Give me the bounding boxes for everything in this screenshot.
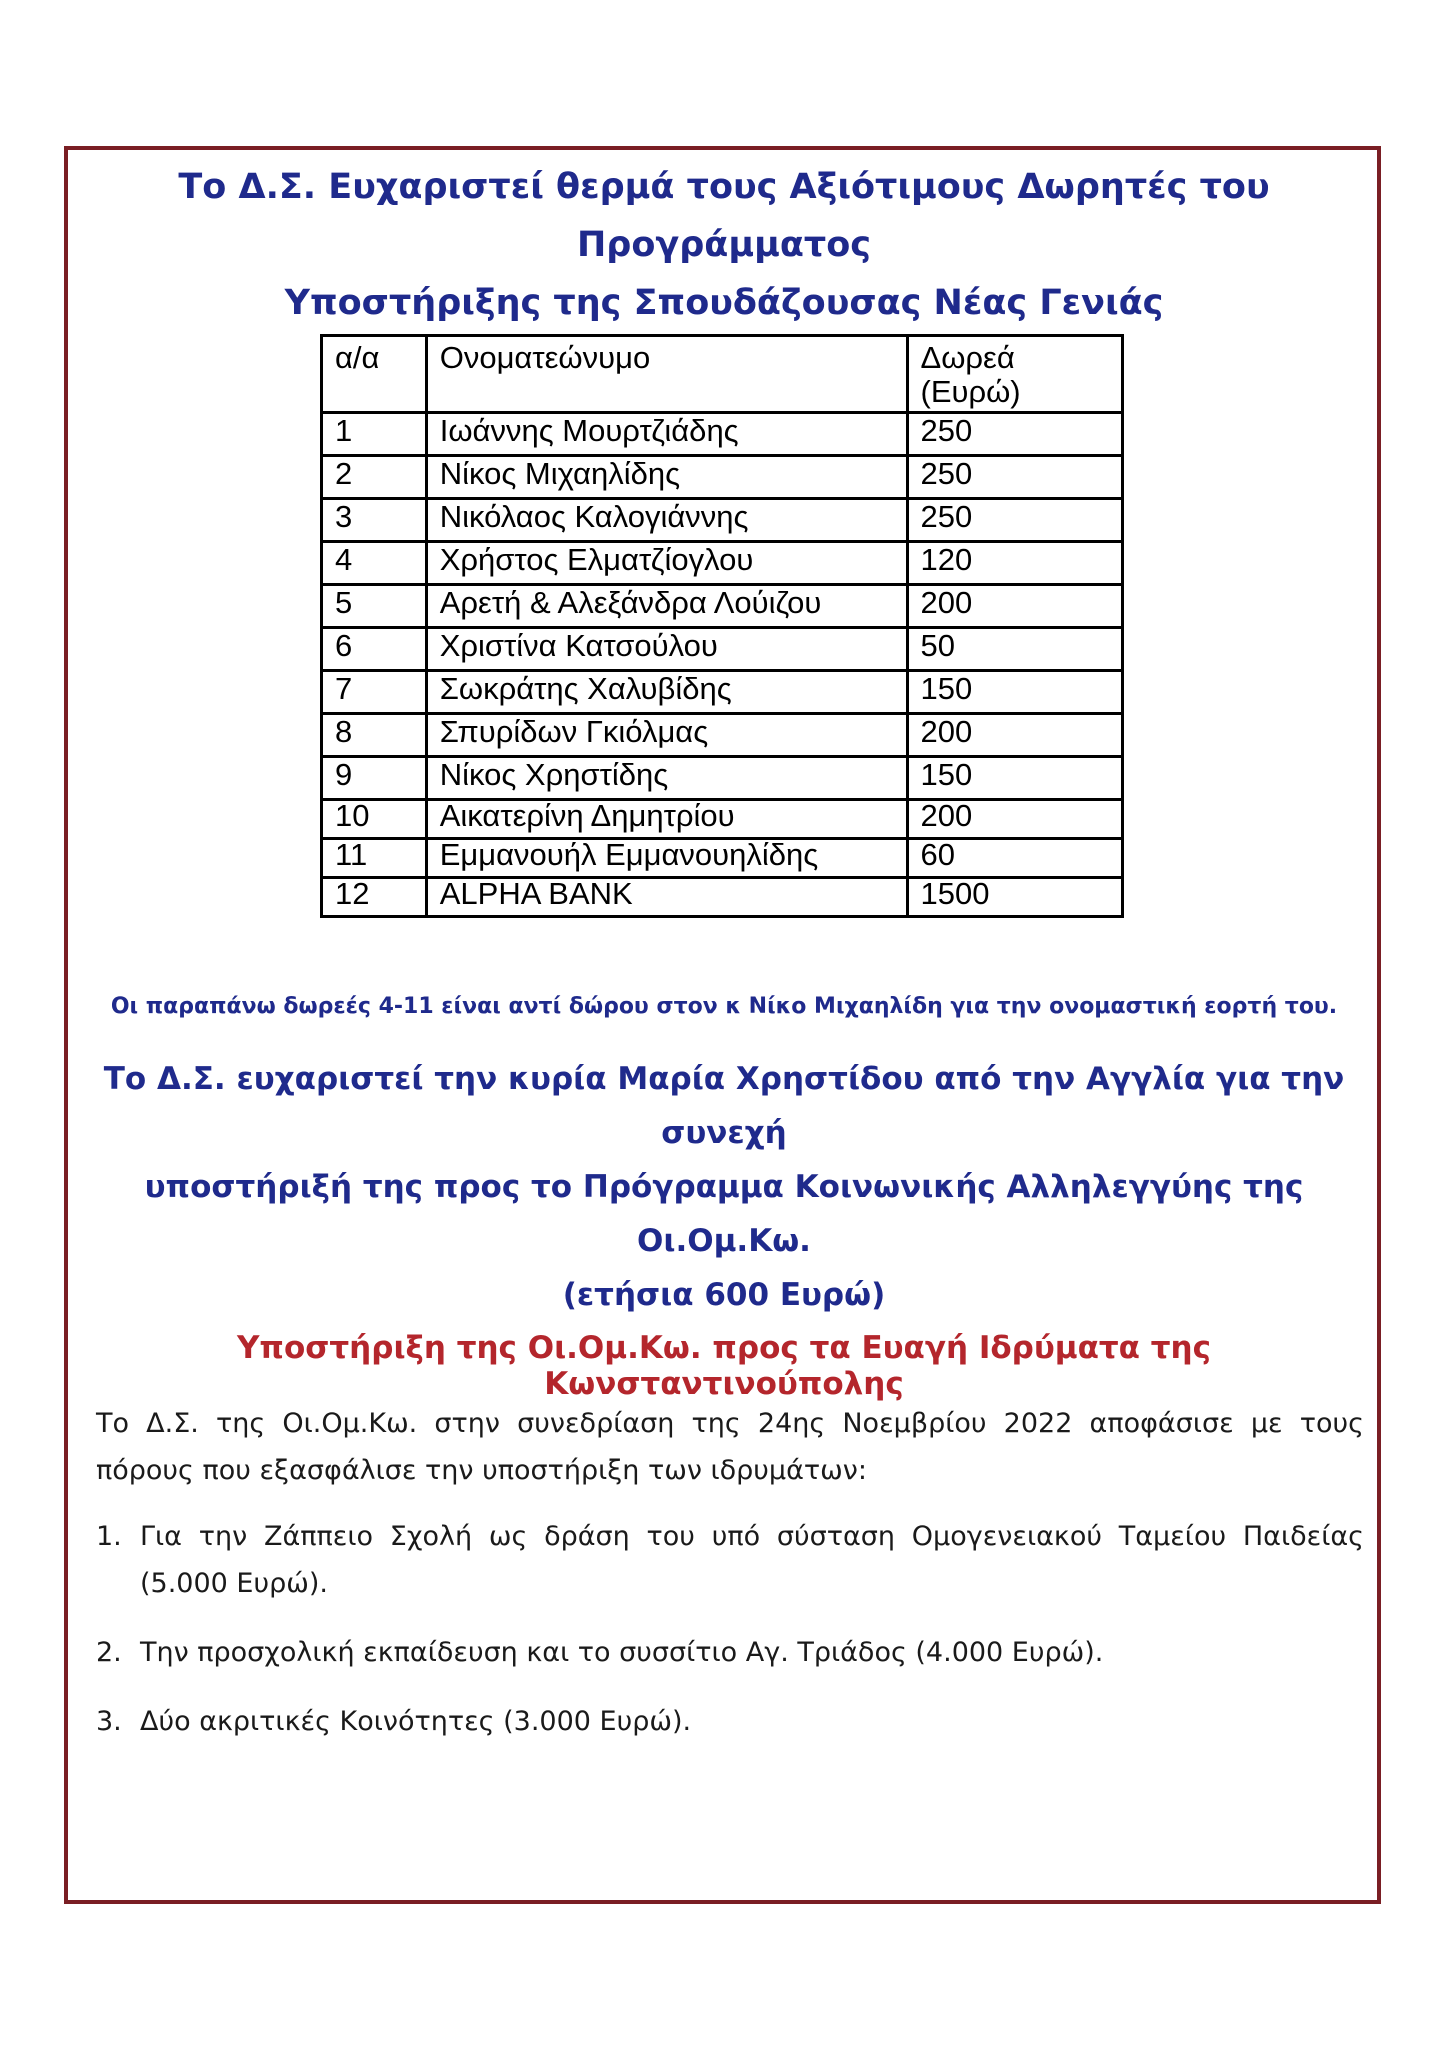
cell-name: Εμμανουήλ Εμμανουηλίδης bbox=[426, 839, 907, 878]
cell-number: 6 bbox=[322, 628, 427, 671]
support-intro: Το Δ.Σ. της Οι.Ομ.Κω. στην συνεδρίαση της 24ης Νοεμβρίου 2022 αποφάσισε με τους πόρους που εξασφάλισε την υποστήριξη των ιδρυμάτων: bbox=[96, 1408, 1364, 1486]
support-heading: Υποστήριξη της Οι.Ομ.Κω. προς τα Ευαγή Ιδρύματα της Κωνσταντινούπολης bbox=[236, 1330, 1212, 1402]
cell-name: Ιωάννης Μουρτζιάδης bbox=[426, 413, 907, 456]
cell-name: Χριστίνα Κατσούλου bbox=[426, 628, 907, 671]
table-row bbox=[322, 878, 1123, 917]
list-item-text: Για την Ζάππειο Σχολή ως δράση του υπό σύσταση Ομογενειακού Ταμείου Παιδείας (5.000 Ευρώ). bbox=[140, 1521, 1364, 1599]
cell-number: 8 bbox=[322, 714, 427, 757]
cell-name: Αικατερίνη Δημητρίου bbox=[426, 800, 907, 839]
list-item bbox=[96, 1698, 1364, 1745]
cell-amount: 60 bbox=[907, 839, 1122, 878]
cell-name: Χρήστος Ελματζίογλου bbox=[426, 542, 907, 585]
thanks-paragraph bbox=[80, 1052, 1368, 1322]
cell-amount: 250 bbox=[907, 456, 1122, 499]
title-line-1: Το Δ.Σ. Ευχαριστεί θερμά τους Αξιότιμους Δωρητές του Προγράμματος bbox=[178, 167, 1270, 265]
cell-number: 2 bbox=[322, 456, 427, 499]
title-line-2: Υποστήριξης της Σπουδάζουσας Νέας Γενιάς bbox=[284, 283, 1164, 323]
list-item-number: 3. bbox=[96, 1706, 122, 1737]
column-header-name: Ονοματεώνυμο bbox=[426, 336, 907, 413]
cell-amount: 250 bbox=[907, 499, 1122, 542]
table-row bbox=[322, 628, 1123, 671]
table-row bbox=[322, 456, 1123, 499]
cell-amount: 200 bbox=[907, 800, 1122, 839]
cell-number: 12 bbox=[322, 878, 427, 917]
donations-note: Οι παραπάνω δωρεές 4-11 είναι αντί δώρου στον κ Νίκο Μιχαηλίδη για την ονομαστική εορτή του. bbox=[110, 994, 1338, 1019]
list-item bbox=[96, 1513, 1364, 1607]
list-item bbox=[96, 1629, 1364, 1676]
list-item-number: 1. bbox=[96, 1521, 122, 1552]
cell-amount: 200 bbox=[907, 585, 1122, 628]
list-item-number: 2. bbox=[96, 1637, 122, 1668]
page-title bbox=[70, 158, 1378, 332]
table-row bbox=[322, 839, 1123, 878]
cell-number: 7 bbox=[322, 671, 427, 714]
cell-name: Αρετή & Αλεξάνδρα Λούιζου bbox=[426, 585, 907, 628]
support-list bbox=[96, 1513, 1364, 1767]
table-row bbox=[322, 671, 1123, 714]
table-row bbox=[322, 413, 1123, 456]
column-header-amount-label: Δωρεά (Ευρώ) bbox=[920, 340, 1021, 409]
column-header-amount bbox=[907, 336, 1122, 413]
cell-amount: 150 bbox=[907, 757, 1122, 800]
cell-number: 4 bbox=[322, 542, 427, 585]
list-item-text: Δύο ακριτικές Κοινότητες (3.000 Ευρώ). bbox=[140, 1706, 692, 1737]
cell-amount: 200 bbox=[907, 714, 1122, 757]
cell-name: Νίκος Μιχαηλίδης bbox=[426, 456, 907, 499]
cell-name: Νικόλαος Καλογιάννης bbox=[426, 499, 907, 542]
list-item-text: Την προσχολική εκπαίδευση και το συσσίτιο Αγ. Τριάδος (4.000 Ευρώ). bbox=[140, 1637, 1104, 1668]
cell-name: Σωκράτης Χαλυβίδης bbox=[426, 671, 907, 714]
thanks-line-3: (ετήσια 600 Ευρώ) bbox=[562, 1277, 886, 1313]
table-header-row bbox=[322, 336, 1123, 413]
table-row bbox=[322, 499, 1123, 542]
table-row bbox=[322, 757, 1123, 800]
table-row bbox=[322, 542, 1123, 585]
cell-amount: 150 bbox=[907, 671, 1122, 714]
table-row bbox=[322, 800, 1123, 839]
cell-amount: 120 bbox=[907, 542, 1122, 585]
thanks-line-2: υποστήριξή της προς το Πρόγραμμα Κοινωνικής Αλληλεγγύης της Οι.Ομ.Κω. bbox=[144, 1169, 1304, 1259]
cell-amount: 250 bbox=[907, 413, 1122, 456]
column-header-number: α/α bbox=[322, 336, 427, 413]
cell-number: 1 bbox=[322, 413, 427, 456]
cell-name: Νίκος Χρηστίδης bbox=[426, 757, 907, 800]
thanks-line-1: Το Δ.Σ. ευχαριστεί την κυρία Μαρία Χρηστίδου από την Αγγλία για την συνεχή bbox=[103, 1061, 1345, 1151]
cell-number: 5 bbox=[322, 585, 427, 628]
cell-number: 3 bbox=[322, 499, 427, 542]
table-row bbox=[322, 585, 1123, 628]
cell-amount: 50 bbox=[907, 628, 1122, 671]
donors-table bbox=[320, 334, 1124, 918]
cell-number: 11 bbox=[322, 839, 427, 878]
cell-number: 10 bbox=[322, 800, 427, 839]
table-row bbox=[322, 714, 1123, 757]
cell-amount: 1500 bbox=[907, 878, 1122, 917]
cell-name: Σπυρίδων Γκιόλμας bbox=[426, 714, 907, 757]
cell-name: ALPHA BANK bbox=[426, 878, 907, 917]
cell-number: 9 bbox=[322, 757, 427, 800]
